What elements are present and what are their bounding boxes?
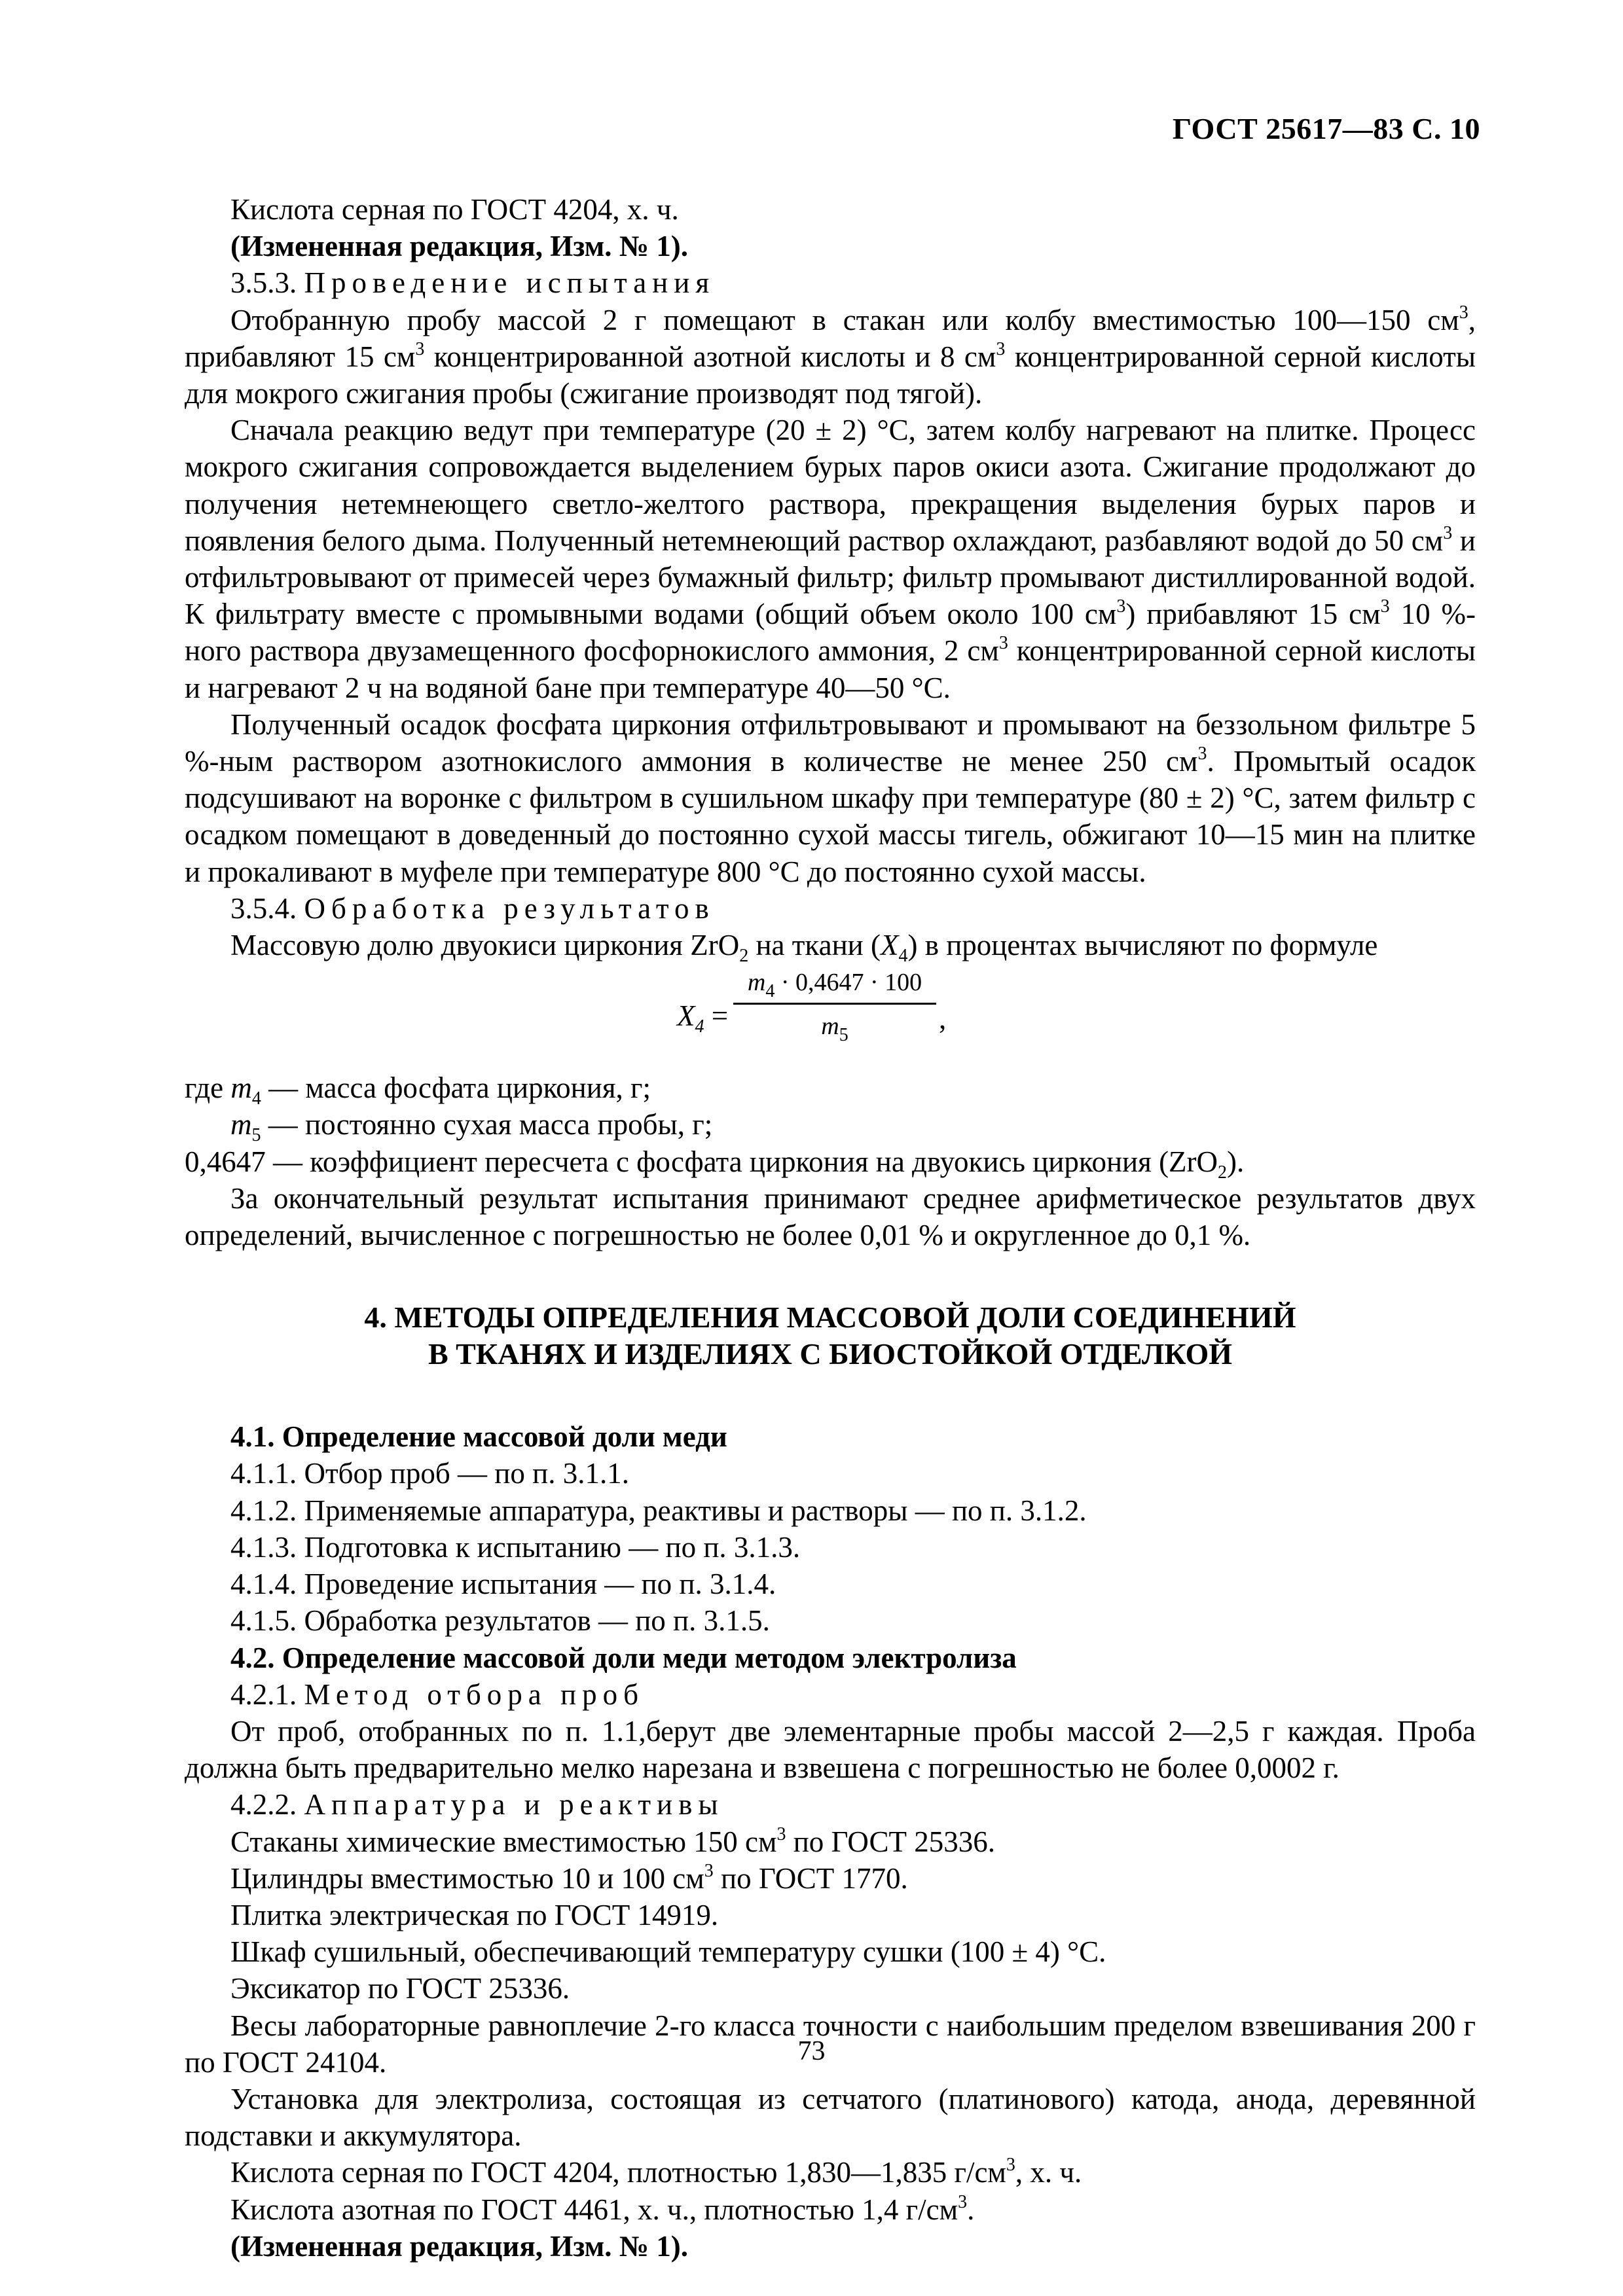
section-4-title: 4. МЕТОДЫ ОПРЕДЕЛЕНИЯ МАССОВОЙ ДОЛИ СОЕДИНЕНИЙ В ТКАНЯХ И ИЗДЕЛИЯХ С БИОСТОЙКОЙ ОТДЕЛКОЙ [364,1300,1296,1371]
formula-lhs: $X_4$ = [677,999,729,1037]
clause-heading-4-2-2: 4.2.2. Аппаратура и реактивы [230,1788,724,1821]
equipment-electrolysis: Установка для электролиза, состоящая из сетчатого (платинового) катода, анода, деревянной подставки и аккумулятора. [185,2082,1476,2153]
formula-x4: $X_4$ = $m_4 \cdot 0,4647 \cdot 100$ $m_5$ , [185,966,1476,1064]
clause-heading-3-5-3 [185,264,1476,301]
amendment-note: (Измененная редакция, Изм. № 1). [230,2229,689,2263]
definition-m4: где $m_4$ — масса фосфата циркония, г; [185,1071,651,1109]
equipment-beakers: Стаканы химические вместимостью 150 $см^3$ по ГОСТ 25336. [230,1823,995,1858]
definition-coefficient: 0,4647 — коэффициент пересчета с фосфата циркония на двуокись циркония (ZrO$_2$). [185,1145,1245,1183]
clause-heading-4-2-1: 4.2.1. Метод отбора проб [230,1677,644,1711]
formula-numerator: $m_4 \cdot 0,4647 \cdot 100$ [747,969,922,1002]
list-item: 4.1.2. Применяемые аппаратура, реактивы и растворы — по п. 3.1.2. [230,1494,1087,1527]
equipment-hotplate: Плитка электрическая по ГОСТ 14919. [230,1898,719,1931]
clause-number: 3.5.4. [230,891,297,925]
equipment-balance: Весы лабораторные равноплечие 2-го класса точности с наибольшим пределом взвешивания 200 г по ГОСТ 24104. [185,2009,1476,2079]
paragraph-wet-combustion: Сначала реакцию ведут при температуре (20 ± 2) °С, затем колбу нагревают на плитке. Процесс мокрого сжигания сопровождается выделением бурых паров окиси азота. Сжигание продолжают до получения нетемнеющего светло-желтого раствора, прекращения выделения бурых паров и появления белого дыма. Полученный нетемнеющий раствор охлаждают, разбавляют водой до 50 $см^3$ и отфильтровывают от примесей через бумажный фильтр; фильтр промывают дистиллированной водой. К фильтрату вместе с промывными водами (общий объем около 100 $см^3$) прибавляют 15 $см^3$ 10 %-ного раствора двузамещенного фосфорнокислого аммония, 2 $см^3$ концентрированной серной кислоты и нагревают 2 ч на водяной бане при температуре 40—50 °С. [185,414,1476,704]
formula-denominator: $m_5$ [821,1013,848,1046]
reagent-sulfuric-acid: Кислота серная по ГОСТ 4204, плотностью 1,830—1,835 $г/см^3$, х. ч. [230,2155,1082,2189]
paragraph-final-result: За окончательный результат испытания принимают среднее арифметическое результатов двух определений, вычисленное с погрешностью не более 0,01 % и округленное до 0,1 %. [185,1181,1476,1252]
clause-title: Проведение испытания [304,266,716,300]
definition-m5: $m_5$ — постоянно сухая масса пробы, г; [230,1108,713,1146]
clause-heading-4-1: 4.1. Определение массовой доли меди [230,1420,727,1454]
list-item: 4.1.3. Подготовка к испытанию — по п. 3.1.3. [230,1530,801,1564]
formula-fraction [733,966,936,1046]
equipment-desiccator: Эксикатор по ГОСТ 25336. [230,1972,570,2005]
clause-heading-3-5-4 [185,890,1476,927]
list-item: 4.1.5. Обработка результатов — по п. 3.1.5. [230,1604,770,1638]
reagent-nitric-acid: Кислота азотная по ГОСТ 4461, х. ч., плотностью 1,4 $г/см^3$. [230,2191,975,2226]
page-number: 73 [797,2036,826,2066]
paragraph-sampling: От проб, отобранных по п. 1.1,берут две элементарные пробы массой 2—2,5 г каждая. Проба должна быть предварительно мелко нарезана и взвешена с погрешностью не более 0,0002 г. [185,1714,1476,1785]
paragraph-test-procedure: Отобранную пробу массой 2 г помещают в стакан или колбу вместимостью 100—150 $см^3$, прибавляют 15 $см^3$ концентрированной азотной кислоты и 8 $см^3$ концентрированной серной кислоты для мокрого сжигания пробы (сжигание производят под тягой). [185,302,1476,410]
list-item: 4.1.1. Отбор проб — по п. 3.1.1. [230,1457,629,1490]
fraction-bar [733,1003,936,1005]
page-body [185,191,1476,2265]
equipment-cylinders: Цилиндры вместимостью 10 и 100 $см^3$ по ГОСТ 1770. [230,1860,908,1895]
clause-heading-4-2: 4.2. Определение массовой доли меди методом электролиза [230,1641,1017,1674]
equipment-oven: Шкаф сушильный, обеспечивающий температуру сушки (100 ± 4) °С. [230,1935,1106,1969]
amendment-note: (Измененная редакция, Изм. № 1). [230,230,689,263]
paragraph-precipitate: Полученный осадок фосфата циркония отфильтровывают и промывают на беззольном фильтре 5 %-ным раствором азотнокислого аммония в количестве не менее 250 $см^3$. Промытый осадок подсушивают на воронке с фильтром в сушильном шкафу при температуре (80 ± 2) °С, затем фильтр с осадком помещают в доведенный до постоянно сухой массы тигель, обжигают 10—15 мин на плитке и прокаливают в муфеле при температуре 800 °С до постоянно сухой массы. [185,708,1476,888]
paragraph-formula-intro: Массовую долю двуокиси циркония ZrO$_2$ на ткани $(X_4)$ в процентах вычисляют по формуле [230,929,1378,967]
clause-number: 3.5.3. [230,266,297,300]
clause-title: Обработка результатов [304,891,715,925]
running-head: ГОСТ 25617—83 С. 10 [1172,112,1480,145]
formula-definitions [185,1069,1476,1183]
list-item: 4.1.4. Проведение испытания — по п. 3.1.4. [230,1568,776,1601]
reagent-line: Кислота серная по ГОСТ 4204, х. ч. [230,193,679,226]
